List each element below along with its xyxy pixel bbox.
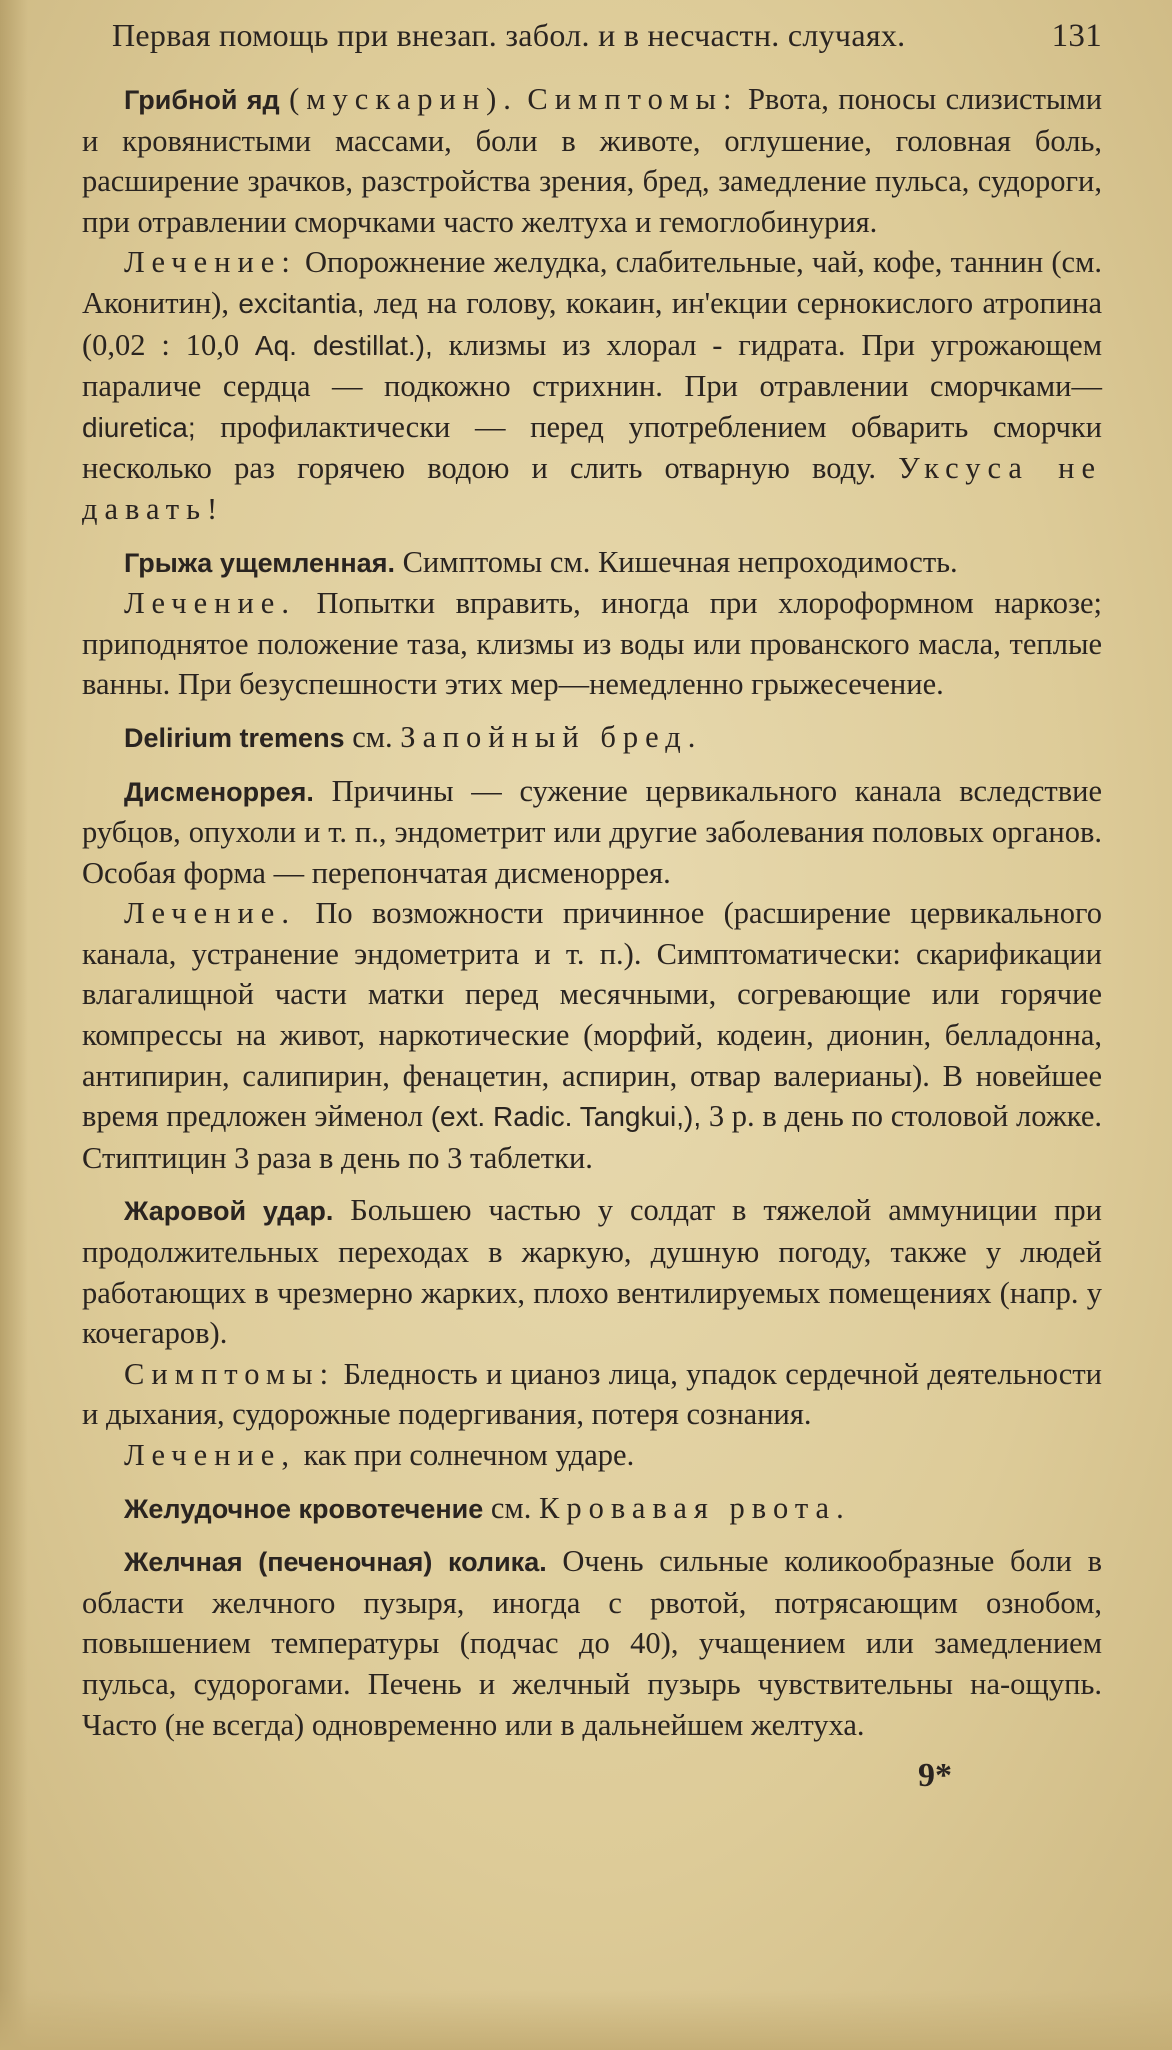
treatment-text: 3 р. в день по столовой ложке. Стиптицин 3 раза в день по 3 таблетки. [82, 1099, 1103, 1175]
entry-delirium [82, 717, 1102, 759]
treatment-label: Лечение. [124, 586, 296, 621]
entry-mushroom-treatment [82, 242, 1102, 529]
latin-term: (ext. Radic. Tangkui,), [430, 1101, 702, 1133]
treatment-label: Лечение. [124, 896, 296, 931]
treatment-text: лед на голову, кокаин, ин'екции сернокислого атропина (0,02 : 10,0 [82, 285, 1103, 362]
treatment-text: клизмы из хлорал - гидрата. При угрожающем параличе сердца — подкожно стрихнин. При отравлении сморчками— [82, 327, 1103, 404]
treatment-text: Опорожнение желудка, слабительные, чай, кофе, таннин (см. Аконитин), [82, 245, 1102, 320]
entry-hernia [82, 542, 1102, 705]
warning-text: Уксуса не давать! [82, 451, 1103, 526]
entry-heading: Грибной яд [124, 85, 280, 115]
entry-colic-text [82, 1541, 1102, 1745]
entry-biliary-colic [82, 1541, 1102, 1745]
entry-text: Большею частью у солдат в тяжелой аммуниции при продолжительных переходах в жаркую, душную погоду, также у людей работающих в чрезмерно жарких, плохо вентилируемых помещениях (напр. у кочегаров). [82, 1193, 1102, 1351]
entry-heading: Желудочное кровотечение [124, 1493, 484, 1524]
entry-heatstroke-text [82, 1190, 1102, 1353]
entry-text: Причины — сужение цервикального канала вследствие рубцов, опухоли и т. п., эндометрит или другие заболевания половых органов. Особая форма — перепончатая дисменоррея. [82, 773, 1103, 890]
printer-signature-mark: 9* [918, 1757, 952, 1795]
latin-term: Aq. destillat.), [254, 329, 433, 361]
latin-term: excitantia, [238, 287, 365, 319]
symptoms-text: Бледность и цианоз лица, упадок сердечной деятельности и дыхания, судорожные подергивания, потеря сознания. [82, 1356, 1102, 1432]
entry-heatstroke-symptoms [82, 1354, 1102, 1435]
entry-heading: Жаровой удар. [124, 1196, 334, 1227]
symptoms-label: Симптомы: [527, 82, 739, 116]
entry-text: Симптомы см. Кишечная непроходимость. [402, 544, 958, 579]
entry-dysmenorrhea-text [82, 771, 1102, 894]
entry-heading: Delirium tremens [124, 722, 345, 753]
treatment-label: Лечение: [124, 245, 297, 280]
symptoms-label: Симптомы: [124, 1356, 336, 1391]
entry-text: Очень сильные коликообразные боли в области желчного пузыря, иногда с рвотой, потрясающим ознобом, повышением температуры (подчас до 40), учащением или замедлением пульса, судорогами. Печень и желчный пузырь чувствительны на-ощупь. Часто (не всегда) одновременно или в дальнейшем желтуха. [82, 1544, 1102, 1742]
entry-mushroom-poison [82, 79, 1102, 530]
entry-gastric-bleeding [82, 1488, 1102, 1530]
entry-delirium-text [82, 717, 1102, 759]
treatment-label: Лечение, [124, 1438, 296, 1472]
treatment-text: По возможности причинное (расширение цервикального канала, устранение эндометрита и т. п.). Симптоматически: скарификации влагалищной части матки перед месячными, согревающие или горячие компрессы на живот, наркотические (морфий, кодеин, дионин, белладонна, антипирин, салипирин, фенацетин, аспирин, отвар валерианы). В новейшее время предложен эйменол [82, 896, 1102, 1134]
running-title: Первая помощь при внезап. забол. и в несчастн. случаях. [112, 17, 906, 53]
running-head [112, 10, 1102, 61]
entry-heading: Желчная (печеночная) колика. [124, 1547, 547, 1578]
latin-term: diuretica; [82, 411, 196, 443]
entry-heatstroke-treatment [82, 1435, 1102, 1476]
treatment-text: как при солнечном ударе. [303, 1438, 635, 1472]
entry-heading: Грыжа ущемленная. [124, 547, 395, 578]
entry-hernia-treatment [82, 583, 1102, 705]
entry-gastric-text [82, 1488, 1102, 1530]
entry-mushroom-symptoms [82, 79, 1102, 242]
entry-heading: Дисменоррея. [124, 776, 314, 807]
entry-text: см. [352, 719, 393, 754]
entry-dysmenorrhea [82, 771, 1102, 1179]
symptoms-text: Рвота, поносы слизистыми и кровянистыми массами, боли в животе, оглушение, головная боль, расширение зрачков, разстройства зрения, бред, замедление пульса, судороги, при отравлении сморчками часто желтуха и гемоглобинурия. [82, 82, 1103, 239]
entry-hernia-text [82, 542, 1102, 584]
entry-heading-paren: (мускарин). [289, 82, 518, 116]
cross-reference: Запойный бред. [400, 719, 703, 754]
treatment-text: Попытки вправить, иногда при хлороформном наркозе; приподнятое положение таза, клизмы из воды или прованского масла, теплые ванны. При безуспешности этих мер—немедленно грыжесечение. [82, 586, 1103, 702]
entry-dysmenorrhea-treatment [82, 893, 1102, 1178]
treatment-text: профилактически — перед употреблением обварить сморчки несколько раз горячею водою и слить отварную воду. [82, 409, 1103, 486]
entry-heatstroke [82, 1190, 1102, 1475]
cross-reference: Кровавая рвота. [538, 1490, 851, 1525]
page-number: 131 [1051, 18, 1102, 54]
entry-text: см. [490, 1490, 532, 1525]
